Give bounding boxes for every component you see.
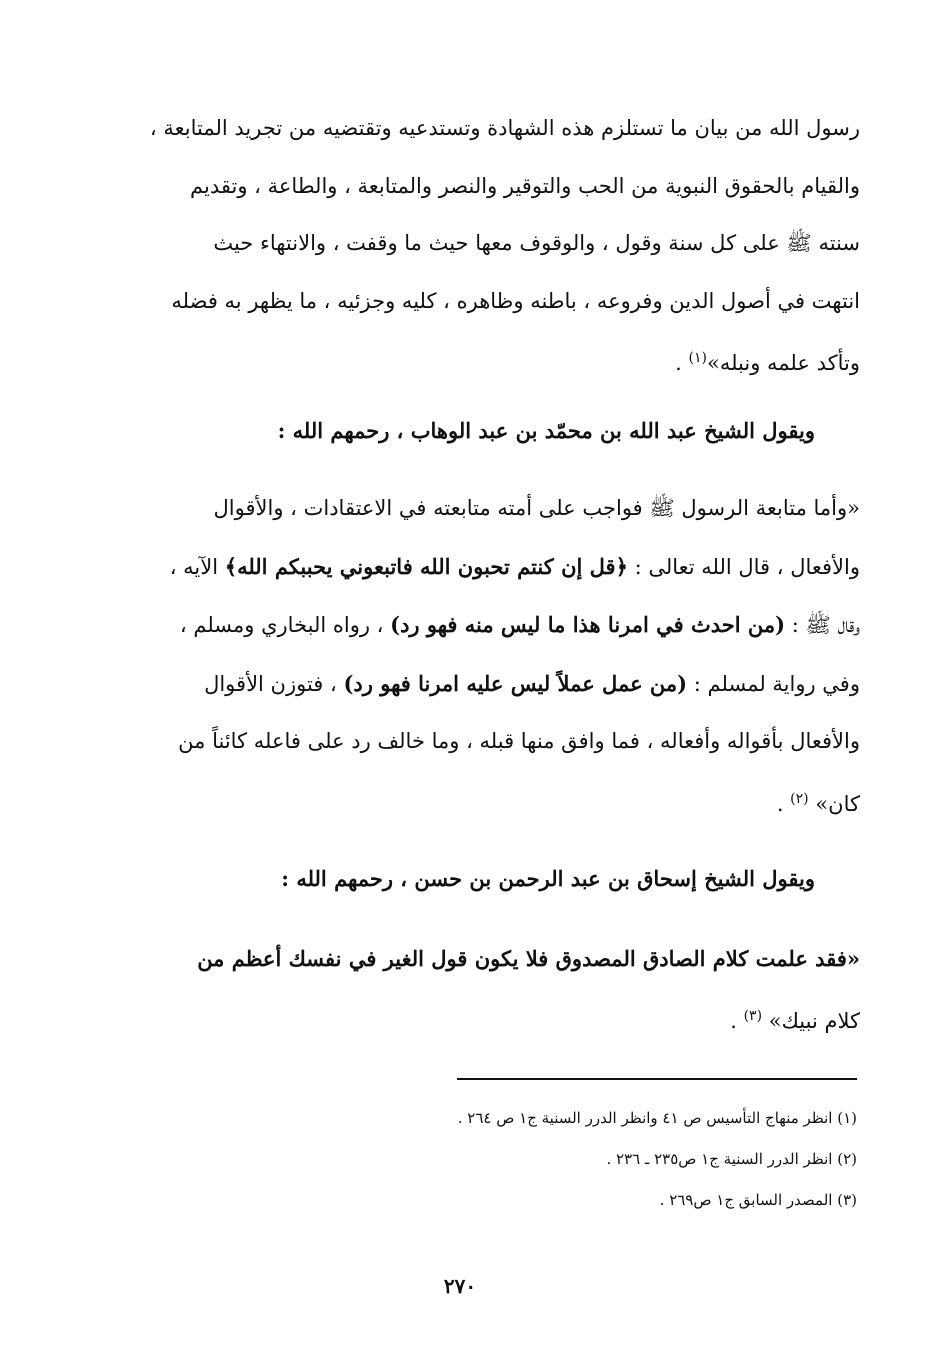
paragraph-2-line-3-b: ، رواه البخاري ومسلم ،: [179, 613, 391, 637]
page-number: ٢٧٠: [443, 1274, 477, 1298]
paragraph-3-line-1: «فقد علمت كلام الصادق المصدوق فلا يكون قول الغير في نفسك أعظم من: [197, 946, 860, 971]
paragraph-3: [60, 930, 860, 1050]
paragraph-2-line-2-b: الآيه ،: [169, 554, 225, 579]
paragraph-2-line-5: والأفعال بأقواله وأفعاله ، فما وافق منها قبله ، وما خالف رد على فاعله كائناً من: [178, 729, 860, 753]
paragraph-2-line-4-a: وفي رواية لمسلم :: [687, 671, 860, 696]
paragraph-1-line-5: [60, 330, 860, 393]
footnote-divider: [457, 1078, 857, 1080]
footnote-1: (١) انظر منهاج التأسيس ص ٤١ وانظر الدرر السنية ج١ ص ٢٦٤ .: [457, 1109, 857, 1127]
footnotes: [297, 1098, 857, 1221]
paragraph-2-line-4-b: ، فتوزن الأقوال: [204, 671, 344, 696]
paragraph-2-line-2-a: والأفعال ، قال الله تعالى :: [627, 554, 860, 579]
paragraph-3-line-2: [60, 988, 860, 1051]
footnote-ref-1: (١): [688, 350, 707, 366]
paragraph-1-line-3: سنته ﷺ على كل سنة وقول ، والوقوف معها حيث ما وقفت ، والانتهاء حيث: [213, 231, 860, 255]
footnote-2: (٢) انظر الدرر السنية ج١ ص٢٣٥ ـ ٢٣٦ .: [606, 1150, 857, 1168]
paragraph-1-line-2: والقيام بالحقوق النبوية من الحب والتوقير والنصر والمتابعة ، والطاعة ، وتقديم: [190, 173, 860, 198]
paragraph-1-line-4: انتهت في أصول الدين وفروعه ، باطنه وظاهره ، كليه وجزئيه ، ما يظهر به فضله: [171, 288, 860, 313]
quran-verse: ﴿قل إن كنتم تحبون الله فاتبعوني يحببكم الله﴾: [224, 553, 628, 579]
paragraph-2: [60, 480, 860, 833]
footnote-ref-2: (٢): [790, 790, 809, 807]
paragraph-2-line-3: [60, 596, 860, 655]
footnote-3: (٣) المصدر السابق ج١ ص٢٦٩ .: [659, 1191, 857, 1209]
paragraph-1-end: .: [675, 351, 689, 375]
hadith-1: (من احدث في امرنا هذا ما ليس منه فهو رد): [390, 612, 786, 637]
paragraph-2-line-6-text: كان»: [815, 791, 860, 816]
paragraph-2-end: .: [776, 791, 791, 816]
paragraph-2-line-3-a: وقال ﷺ :: [785, 613, 860, 637]
paragraph-3-end: .: [730, 1008, 744, 1033]
paragraph-2-line-6: [60, 771, 860, 834]
paragraph-1: [60, 100, 860, 393]
heading-1: ويقول الشيخ عبد الله بن محمّد بن عبد الوهاب ، رحمهم الله :: [277, 418, 815, 443]
paragraph-2-line-4: [60, 655, 860, 714]
paragraph-2-line-2: [60, 538, 860, 597]
hadith-2: (من عمل عملاً ليس عليه امرنا فهو رد): [343, 670, 688, 696]
paragraph-2-line-1: «وأما متابعة الرسول ﷺ فواجب على أمته متابعته في الاعتقادات ، والأقوال: [213, 496, 860, 520]
footnote-ref-3: (٣): [743, 1007, 763, 1024]
paragraph-3-line-2-text: كلام نبيك»: [768, 1008, 860, 1033]
heading-2: ويقول الشيخ إسحاق بن عبد الرحمن بن حسن ، رحمهم الله :: [281, 866, 815, 891]
paragraph-1-line-1: رسول الله من بيان ما تستلزم هذه الشهادة وتستدعيه وتقتضيه من تجريد المتابعة ،: [149, 116, 860, 140]
paragraph-1-line-5-text: وتأكد علمه ونبله»: [706, 351, 860, 375]
